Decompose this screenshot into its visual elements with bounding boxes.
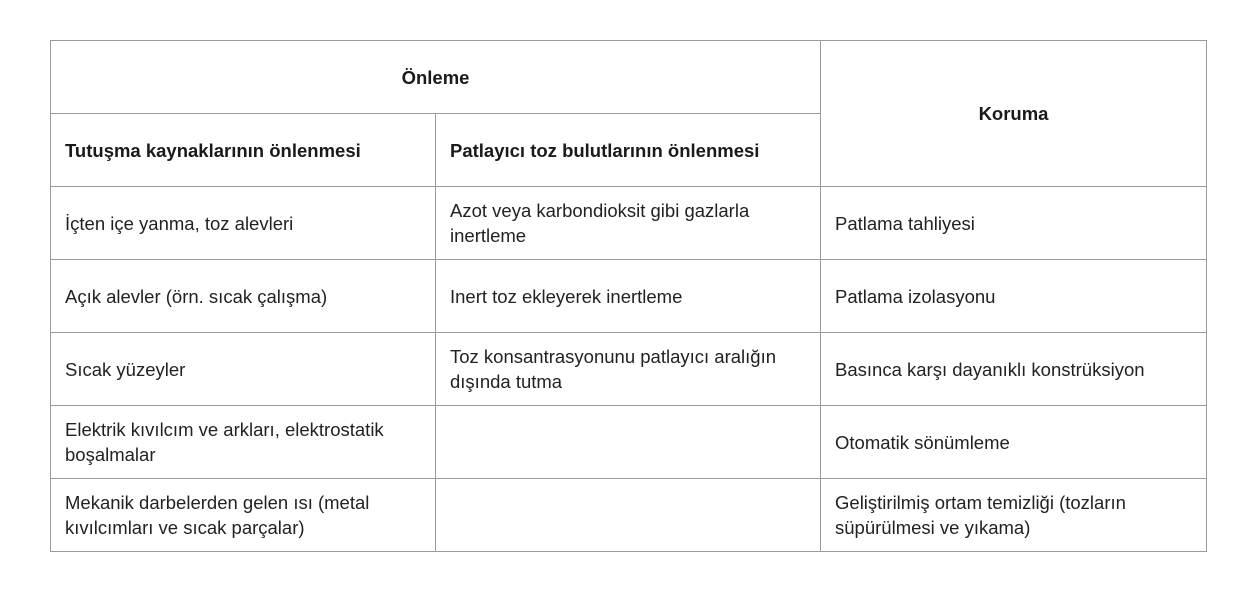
dust-cell: Azot veya karbondioksit gibi gazlarla inertleme xyxy=(436,187,821,260)
ignition-sources-header: Tutuşma kaynaklarının önlenmesi xyxy=(51,114,436,187)
table-header xyxy=(51,41,1207,187)
ignition-cell: Elektrik kıvılcım ve arkları, elektrostatik boşalmalar xyxy=(51,406,436,479)
explosion-measures-table xyxy=(50,40,1207,552)
dust-cell: Inert toz ekleyerek inertleme xyxy=(436,260,821,333)
table-row xyxy=(51,333,1207,406)
table-row xyxy=(51,187,1207,260)
ignition-cell: Mekanik darbelerden gelen ısı (metal kıvılcımları ve sıcak parçalar) xyxy=(51,479,436,552)
ignition-cell: Açık alevler (örn. sıcak çalışma) xyxy=(51,260,436,333)
protection-cell: Otomatik sönümleme xyxy=(821,406,1207,479)
ignition-cell: İçten içe yanma, toz alevleri xyxy=(51,187,436,260)
table-body xyxy=(51,187,1207,552)
protection-cell: Patlama izolasyonu xyxy=(821,260,1207,333)
table-row xyxy=(51,260,1207,333)
table-row xyxy=(51,479,1207,552)
header-row-top xyxy=(51,41,1207,114)
dust-cell xyxy=(436,479,821,552)
protection-cell: Basınca karşı dayanıklı konstrüksiyon xyxy=(821,333,1207,406)
prevention-header: Önleme xyxy=(51,41,821,114)
table-row xyxy=(51,406,1207,479)
dust-cell xyxy=(436,406,821,479)
ignition-cell: Sıcak yüzeyler xyxy=(51,333,436,406)
dust-cell: Toz konsantrasyonunu patlayıcı aralığın dışında tutma xyxy=(436,333,821,406)
protection-cell: Geliştirilmiş ortam temizliği (tozların süpürülmesi ve yıkama) xyxy=(821,479,1207,552)
protection-cell: Patlama tahliyesi xyxy=(821,187,1207,260)
protection-header: Koruma xyxy=(821,41,1207,187)
dust-clouds-header: Patlayıcı toz bulutlarının önlenmesi xyxy=(436,114,821,187)
